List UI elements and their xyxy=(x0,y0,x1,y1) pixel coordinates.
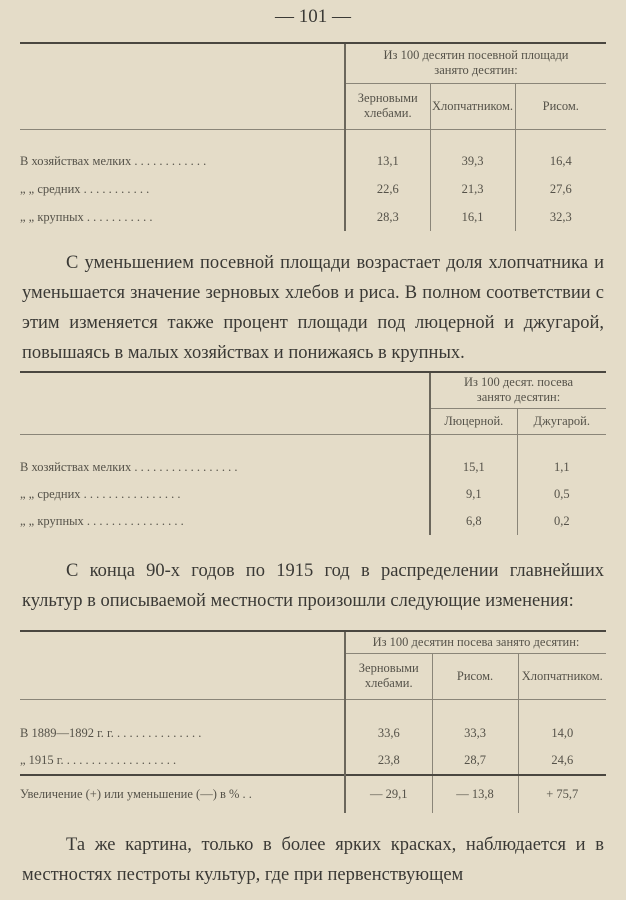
page-number: — 101 — xyxy=(275,6,351,27)
cell: 21,3 xyxy=(430,175,515,203)
cell: — 29,1 xyxy=(345,775,432,813)
column-header: Хлопчатником. xyxy=(518,653,606,699)
cell: 16,1 xyxy=(430,203,515,231)
row-label: В хозяйствах мелких . . . . . . . . . . . . . . . . . xyxy=(20,460,238,474)
table-row xyxy=(20,719,606,747)
table-row xyxy=(20,203,606,231)
column-header: Зерновыми хлебами. xyxy=(345,83,430,129)
row-label: „ „ крупных . . . . . . . . . . . . . . . . xyxy=(20,514,184,528)
cell: 28,3 xyxy=(345,203,430,231)
cell: 16,4 xyxy=(515,147,606,175)
cell: 6,8 xyxy=(430,508,517,535)
summary-row xyxy=(20,775,606,813)
table-row xyxy=(20,175,606,203)
row-label: В хозяйствах мелких . . . . . . . . . . . . xyxy=(20,153,207,168)
row-label: В 1889—1892 г. г. . . . . . . . . . . . . . . xyxy=(20,725,202,740)
cell: 0,5 xyxy=(517,481,606,508)
column-header: Люцерной. xyxy=(430,408,517,434)
table-land-share-by-farm-size xyxy=(20,42,606,231)
table-crop-changes xyxy=(20,630,606,813)
row-label: Увеличение (+) или уменьшение (—) в % . . xyxy=(20,775,345,813)
cell: 0,2 xyxy=(517,508,606,535)
cell: 28,7 xyxy=(432,747,518,775)
table-row xyxy=(20,508,606,535)
cell: 1,1 xyxy=(517,454,606,481)
row-label: „ „ средних . . . . . . . . . . . . . . . . xyxy=(20,487,181,501)
cell: — 13,8 xyxy=(432,775,518,813)
cell: 22,6 xyxy=(345,175,430,203)
table-alfalfa-jugara-share xyxy=(20,371,606,535)
column-header: Зерновыми хлебами. xyxy=(345,653,432,699)
cell: 32,3 xyxy=(515,203,606,231)
cell: 9,1 xyxy=(430,481,517,508)
cell: 33,3 xyxy=(432,719,518,747)
paragraph: С конца 90-х годов по 1915 год в распределении главнейших культур в описываемой местности произошли следующие изменения: xyxy=(22,561,604,611)
row-label: „ 1915 г. . . . . . . . . . . . . . . . . . . xyxy=(20,753,177,767)
column-header: Хлопчатником. xyxy=(430,83,515,129)
cell: 15,1 xyxy=(430,454,517,481)
cell: + 75,7 xyxy=(518,775,606,813)
cell: 14,0 xyxy=(518,719,606,747)
table-row xyxy=(20,481,606,508)
table-row xyxy=(20,147,606,175)
group-header: Из 100 десятин посева занято десятин: xyxy=(345,631,606,653)
cell: 24,6 xyxy=(518,747,606,775)
row-label: „ „ средних . . . . . . . . . . . xyxy=(20,181,150,196)
cell: 33,6 xyxy=(345,719,432,747)
paragraph: Та же картина, только в более ярких красках, наблюдается и в местностях пестроты культур, где при первенствующем xyxy=(22,835,604,885)
column-header: Джугарой. xyxy=(517,408,606,434)
column-header: Рисом. xyxy=(432,653,518,699)
group-header: Из 100 десят. посева занято десятин: xyxy=(430,372,606,408)
paragraph: С уменьшением посевной площади возрастает доля хлопчатника и уменьшается значение зерновых хлебов и риса. В полном соответствии с этим изменяется также процент площади под люцерной и джугарой, повышаясь в малых хозяйствах и понижаясь в крупных. xyxy=(22,253,604,363)
table-row xyxy=(20,454,606,481)
column-header: Рисом. xyxy=(515,83,606,129)
cell: 13,1 xyxy=(345,147,430,175)
table-row xyxy=(20,747,606,775)
row-label: „ „ крупных . . . . . . . . . . . xyxy=(20,209,153,224)
cell: 27,6 xyxy=(515,175,606,203)
cell: 23,8 xyxy=(345,747,432,775)
cell: 39,3 xyxy=(430,147,515,175)
group-header: Из 100 десятин посевной площади занято десятин: xyxy=(345,43,606,83)
